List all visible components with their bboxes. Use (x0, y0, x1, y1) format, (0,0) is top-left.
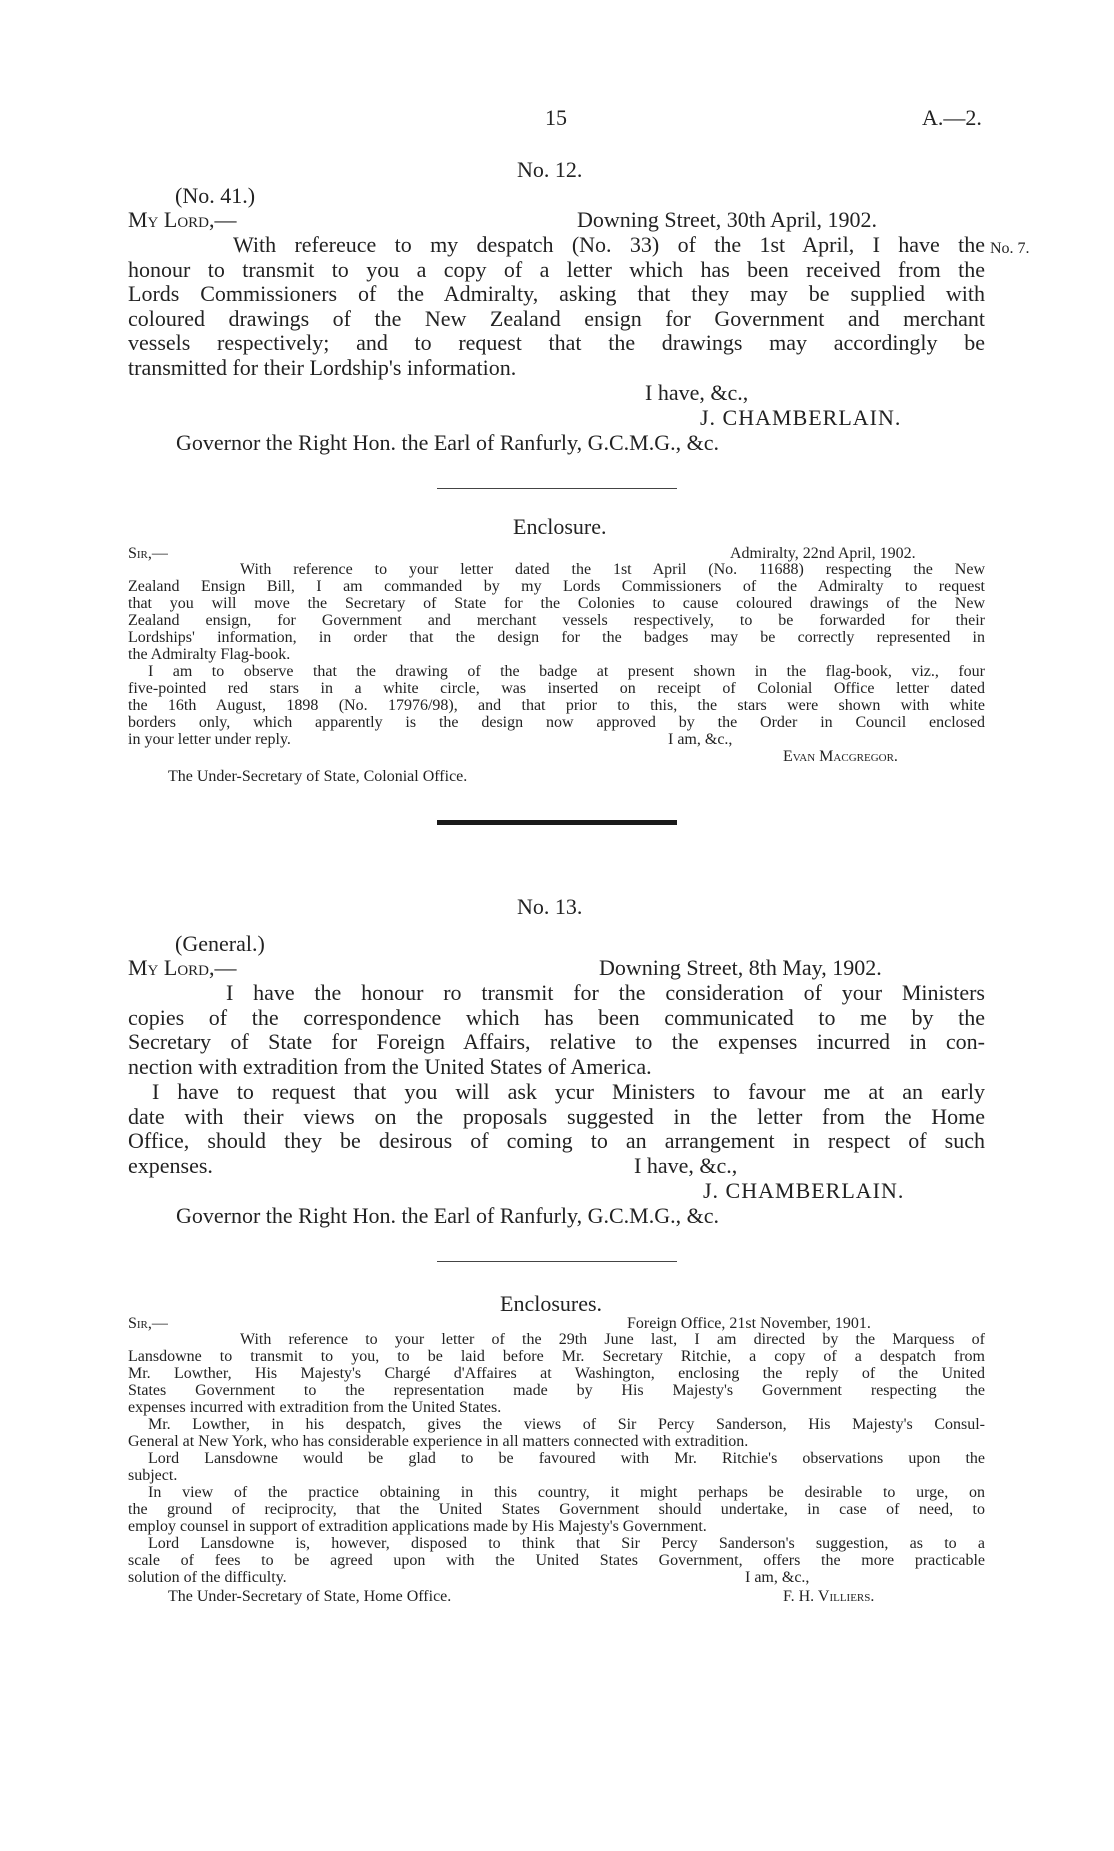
enclosures-line: Mr. Lowther, His Majesty's Chargé d'Affaires at Washington, enclosing the reply of the United (128, 1365, 985, 1382)
enclosure-line: I am to observe that the drawing of the badge at present shown in the flag-book, viz., four (148, 663, 985, 680)
letter-line: expenses. (128, 1153, 213, 1178)
letter-line: With refereuce to my despatch (No. 33) of the 1st April, I have the (233, 232, 985, 257)
enclosure-line: five-pointed red stars in a white circle, was inserted on receipt of Colonial Office letter dated (128, 680, 985, 697)
addressee-no12: Governor the Right Hon. the Earl of Ranfurly, G.C.M.G., &c. (176, 430, 719, 455)
letter-line: transmitted for their Lordship's information. (128, 355, 517, 380)
enclosure-addressee: The Under-Secretary of State, Colonial Office. (168, 768, 468, 785)
section-divider (437, 1261, 677, 1262)
closing-no13: I have, &c., (634, 1153, 738, 1178)
section-divider-thick (437, 820, 677, 825)
enclosure-signature: Evan Macgregor. (783, 748, 898, 765)
enclosures-line: the ground of reciprocity, that the United States Government should undertake, in case of need, to (128, 1501, 985, 1518)
letter-line: Office, should they be desirous of coming to an arrangement in respect of such (128, 1128, 985, 1153)
place-date-no12: Downing Street, 30th April, 1902. (577, 207, 878, 232)
page-number: 15 (545, 105, 567, 130)
enclosures-salutation: Sir,— (128, 1315, 168, 1332)
section-divider (437, 488, 677, 489)
enclosure-salutation: Sir,— (128, 545, 168, 562)
closing-no12: I have, &c., (645, 380, 749, 405)
letter-line: vessels respectively; and to request that the drawings may accordingly be (128, 330, 985, 355)
letter-line: I have the honour ro transmit for the consideration of your Ministers (226, 980, 985, 1005)
salutation-no13: My Lord,— (128, 955, 237, 980)
enclosures-closing: I am, &c., (745, 1569, 810, 1586)
enclosure-line: borders only, which apparently is the design now approved by the Order in Council enclosed (128, 714, 985, 731)
letter-line: date with their views on the proposals suggested in the letter from the Home (128, 1104, 985, 1129)
enclosures-addressee: The Under-Secretary of State, Home Office. (168, 1588, 452, 1605)
signature-no13: J. CHAMBERLAIN. (703, 1178, 905, 1203)
letter-line: nection with extradition from the United States of America. (128, 1054, 652, 1079)
enclosures-line: employ counsel in support of extradition applications made by His Majesty's Government. (128, 1518, 707, 1535)
place-date-no13: Downing Street, 8th May, 1902. (599, 955, 882, 980)
enclosures-line: Mr. Lowther, in his despatch, gives the views of Sir Percy Sanderson, His Majesty's Consul- (148, 1416, 985, 1433)
enclosures-line: Lansdowne to transmit to you, to be laid before Mr. Secretary Ritchie, a copy of a despatch from (128, 1348, 985, 1365)
enclosure-place-date: Admiralty, 22nd April, 1902. (730, 545, 916, 562)
enclosure-line: the Admiralty Flag-book. (128, 646, 291, 663)
enclosures-title: Enclosures. (500, 1291, 603, 1316)
salutation-no12: My Lord,— (128, 207, 237, 232)
letter-line: copies of the correspondence which has been communicated to me by the (128, 1005, 985, 1030)
addressee-no13: Governor the Right Hon. the Earl of Ranfurly, G.C.M.G., &c. (176, 1203, 719, 1228)
enclosures-line: Lord Lansdowne would be glad to be favoured with Mr. Ritchie's observations upon the (148, 1450, 985, 1467)
enclosures-signature: F. H. Villiers. (783, 1588, 875, 1605)
enclosures-line: General at New York, who has considerable experience in all matters connected with extradition. (128, 1433, 749, 1450)
enclosures-line: subject. (128, 1467, 178, 1484)
letter-line: I have to request that you will ask ycur Ministers to favour me at an early (152, 1079, 985, 1104)
despatch-ref-no12: (No. 41.) (175, 183, 256, 208)
enclosure-line: in your letter under reply. (128, 731, 291, 748)
section-title-no13: No. 13. (517, 894, 583, 919)
section-title-no12: No. 12. (517, 157, 583, 182)
enclosures-line: In view of the practice obtaining in this country, it might perhaps be desirable to urge, on (148, 1484, 985, 1501)
letter-line: Secretary of State for Foreign Affairs, relative to the expenses incurred in con- (128, 1029, 985, 1054)
enclosure-closing: I am, &c., (668, 731, 733, 748)
letter-line: Lords Commissioners of the Admiralty, asking that they may be supplied with (128, 281, 985, 306)
enclosure-line: Zealand ensign, for Government and merchant vessels respectively, to be forwarded for their (128, 612, 985, 629)
document-reference: A.—2. (922, 105, 982, 130)
letter-line: coloured drawings of the New Zealand ensign for Government and merchant (128, 306, 985, 331)
enclosure-line: that you will move the Secretary of State for the Colonies to cause coloured drawings of the New (128, 595, 985, 612)
enclosures-line: States Government to the representation made by His Majesty's Government respecting the (128, 1382, 985, 1399)
enclosures-line: scale of fees to be agreed upon with the United States Government, offers the more practicable (128, 1552, 985, 1569)
enclosure-line: Lordships' information, in order that the design for the badges may be correctly represented in (128, 629, 985, 646)
enclosure-line: With reference to your letter dated the 1st April (No. 11688) respecting the New (240, 561, 985, 578)
letter-line: honour to transmit to you a copy of a letter which has been received from the (128, 257, 985, 282)
enclosure-line: the 16th August, 1898 (No. 17976/98), and that prior to this, the stars were shown with white (128, 697, 985, 714)
enclosure-title: Enclosure. (513, 514, 607, 539)
enclosures-place-date: Foreign Office, 21st November, 1901. (627, 1315, 871, 1332)
signature-no12: J. CHAMBERLAIN. (700, 405, 902, 430)
enclosure-line: Zealand Ensign Bill, I am commanded by my Lords Commissioners of the Admiralty to request (128, 578, 985, 595)
enclosures-line: With reference to your letter of the 29th June last, I am directed by the Marquess of (240, 1331, 985, 1348)
margin-note-no12: No. 7. (990, 240, 1030, 257)
enclosures-line: Lord Lansdowne is, however, disposed to think that Sir Percy Sanderson's suggestion, as to a (148, 1535, 985, 1552)
enclosures-line: expenses incurred with extradition from the United States. (128, 1399, 502, 1416)
despatch-ref-no13: (General.) (175, 931, 265, 956)
enclosures-line: solution of the difficulty. (128, 1569, 287, 1586)
